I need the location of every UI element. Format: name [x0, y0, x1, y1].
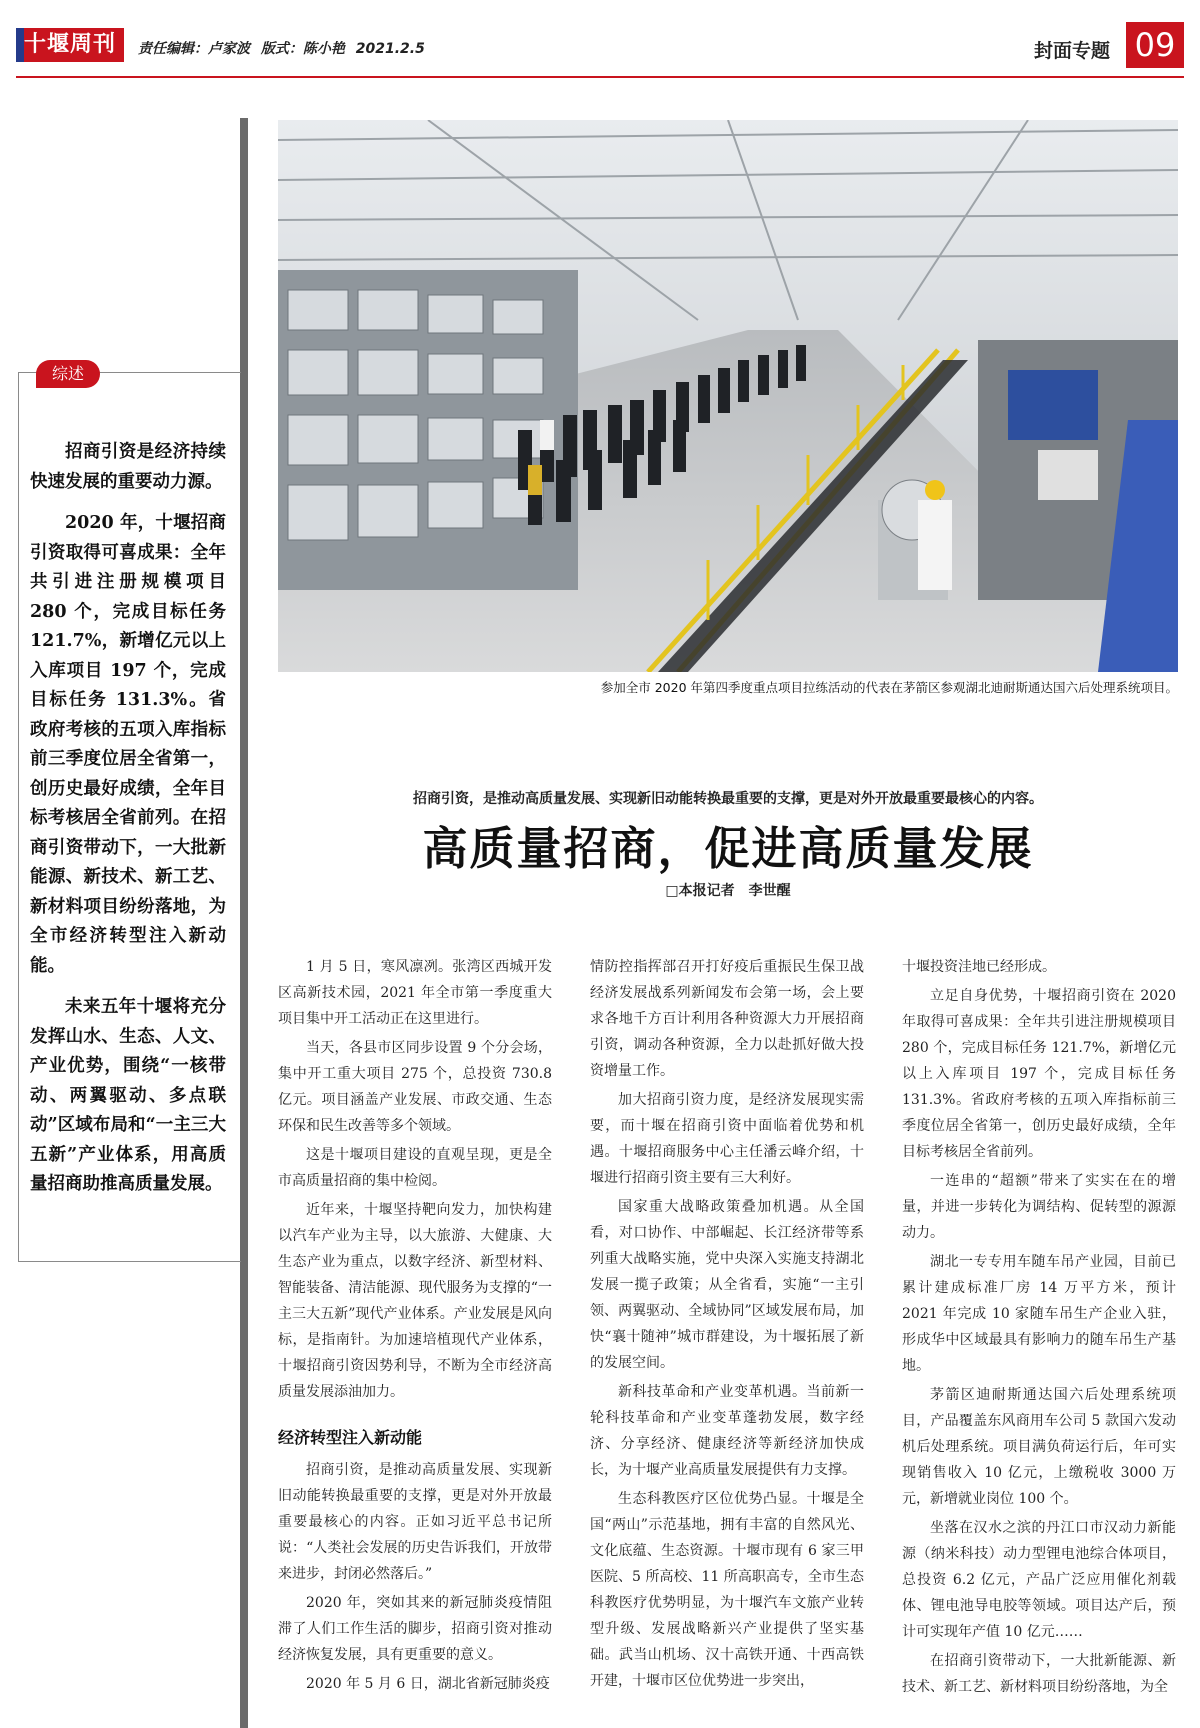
- factory-photo-illustration: [278, 120, 1178, 672]
- body-paragraph: 加大招商引资力度，是经济发展现实需要，而十堰在招商引资中面临着优势和机遇。十堰招商服务中心主任潘云峰介绍，十堰进行招商引资主要有三大利好。: [590, 1092, 864, 1186]
- section-title: 封面专题: [1034, 40, 1111, 62]
- header-rule: [16, 76, 1184, 78]
- article-title: 高质量招商，促进高质量发展: [422, 822, 1034, 875]
- editor-name: 责任编辑：卢家波: [138, 41, 250, 57]
- body-paragraph-continued: 十堰投资洼地已经形成。: [902, 959, 1056, 975]
- sidebar-vertical-bar: [240, 118, 248, 1728]
- body-paragraph: 招商引资，是推动高质量发展、实现新旧动能转换最重要的支撑，更是对外开放最重要最核心的内容。正如习近平总书记所说：“人类社会发展的历史告诉我们，开放带来进步，封闭必然落后。”: [278, 1462, 552, 1582]
- layout-name: 版式：陈小艳: [260, 41, 345, 57]
- article-column-2: [590, 954, 864, 1697]
- page-number: 09: [1126, 22, 1184, 68]
- summary-paragraph: 2020 年，十堰招商引资取得可喜成果：全年共引进注册规模项目 280 个，完成目标任务 121.7%，新增亿元以上入库项目 197 个，完成目标任务 131.3%。省政府考核的五项入库指标前三季度位居全省第一，创历史最好成绩，全年目标考核居全省前列。在招商引资带动下，一大批新能源、新技术、新工艺、新材料项目纷纷落地，为全市经济转型注入新动能。: [30, 513, 226, 976]
- body-paragraph: 湖北一专专用车随车吊产业园，目前已累计建成标准厂房 14 万平方米，预计 2021 年完成 10 家随车吊生产企业入驻，形成华中区域最具有影响力的随车吊生产基地。: [902, 1254, 1176, 1374]
- body-paragraph: 国家重大战略政策叠加机遇。从全国看，对口协作、中部崛起、长江经济带等系列重大战略实施，党中央深入实施支持湖北发展一揽子政策；从全省看，实施“一主引领、两翼驱动、全域协同”区域发展布局，加快“襄十随神”城市群建设，为十堰拓展了新的发展空间。: [590, 1199, 864, 1371]
- body-paragraph: 近年来，十堰坚持靶向发力，加快构建以汽车产业为主导，以大旅游、大健康、大生态产业为重点，以数字经济、新型材料、智能装备、清洁能源、现代服务为支撑的“一主三大五新”现代产业体系。产业发展是风向标，是指南针。为加速培植现代产业体系，十堰招商引资因势利导，不断为全市经济高质量发展添油加力。: [278, 1202, 552, 1400]
- masthead-logo: 十堰周刊: [16, 28, 124, 62]
- factory-photo: [278, 120, 1178, 672]
- body-paragraph: 2020 年 5 月 6 日，湖北省新冠肺炎疫: [306, 1676, 550, 1692]
- body-paragraph: 新科技革命和产业变革机遇。当前新一轮科技革命和产业变革蓬勃发展，数字经济、分享经济、健康经济等新经济加快成长，为十堰产业高质量发展提供有力支撑。: [590, 1384, 864, 1478]
- body-paragraph: 在招商引资带动下，一大批新能源、新技术、新工艺、新材料项目纷纷落地，为全: [902, 1653, 1176, 1695]
- editor-credits: [138, 38, 431, 58]
- summary-text: [30, 438, 226, 1212]
- summary-paragraph: 招商引资是经济持续快速发展的重要动力源。: [30, 442, 226, 492]
- summary-paragraph: 未来五年十堰将充分发挥山水、生态、人文、产业优势，围绕“一核带动、两翼驱动、多点联动”区域布局和“一主三大五新”产业体系，用高质量招商助推高质量发展。: [30, 997, 226, 1194]
- article-byline: □本报记者 李世醒: [665, 883, 791, 899]
- issue-date: 2021.2.5: [355, 41, 425, 57]
- subheading: 经济转型注入新动能: [278, 1428, 423, 1447]
- body-paragraph-continued: 情防控指挥部召开打好疫后重振民生保卫战经济发展战系列新闻发布会第一场，会上要求各地千方百计利用各种资源大力开展招商引资，调动各种资源，全力以赴抓好做大投资增量工作。: [590, 959, 864, 1079]
- body-paragraph: 坐落在汉水之滨的丹江口市汉动力新能源（纳米科技）动力型锂电池综合体项目，总投资 6.2 亿元，产品广泛应用催化剂载体、锂电池导电胶等领域。项目达产后，预计可实现年产值 10 亿元……: [902, 1520, 1176, 1640]
- summary-badge: 综述: [36, 360, 100, 388]
- article-column-3: [902, 954, 1176, 1703]
- masthead-stripe: [16, 28, 24, 62]
- body-paragraph: 这是十堰项目建设的直观呈现，更是全市高质量招商的集中检阅。: [278, 1147, 552, 1189]
- body-paragraph: 一连串的“超额”带来了实实在在的增量，并进一步转化为调结构、促转型的源源动力。: [902, 1173, 1176, 1241]
- article-column-1: [278, 954, 552, 1700]
- body-paragraph: 茅箭区迪耐斯通达国六后处理系统项目，产品覆盖东风商用车公司 5 款国六发动机后处理系统。项目满负荷运行后，年可实现销售收入 10 亿元，上缴税收 3000 万元，新增就业岗位 100 个。: [902, 1387, 1176, 1507]
- body-paragraph: 1 月 5 日，寒风凛冽。张湾区西城开发区高新技术园，2021 年全市第一季度重大项目集中开工活动正在这里进行。: [278, 959, 552, 1027]
- photo-caption: 参加全市 2020 年第四季度重点项目拉练活动的代表在茅箭区参观湖北迪耐斯通达国六后处理系统项目。: [600, 680, 1178, 695]
- body-paragraph: 立足自身优势，十堰招商引资在 2020 年取得可喜成果：全年共引进注册规模项目 280 个，完成目标任务 121.7%，新增亿元以上入库项目 197 个，完成目标任务 131.3%。省政府考核的五项入库指标前三季度位居全省第一，创历史最好成绩，全年目标考核居全省前列。: [902, 988, 1176, 1160]
- article-deck: 招商引资，是推动高质量发展、实现新旧动能转换最重要的支撑，更是对外开放最重要最核心的内容。: [413, 791, 1043, 807]
- body-paragraph: 2020 年，突如其来的新冠肺炎疫情阻滞了人们工作生活的脚步，招商引资对推动经济恢复发展，具有更重要的意义。: [278, 1595, 552, 1663]
- body-paragraph: 当天，各县市区同步设置 9 个分会场，集中开工重大项目 275 个，总投资 730.8 亿元。项目涵盖产业发展、市政交通、生态环保和民生改善等多个领域。: [278, 1040, 552, 1134]
- body-paragraph: 生态科教医疗区位优势凸显。十堰是全国“两山”示范基地，拥有丰富的自然风光、文化底蕴、生态资源。十堰市现有 6 家三甲医院、5 所高校、11 所高职高专，全市生态科教医疗优势明显，为十堰汽车文旅产业转型升级、发展战略新兴产业提供了坚实基础。武当山机场、汉十高铁开通、十西高铁开建，十堰市区位优势进一步突出，: [590, 1491, 864, 1689]
